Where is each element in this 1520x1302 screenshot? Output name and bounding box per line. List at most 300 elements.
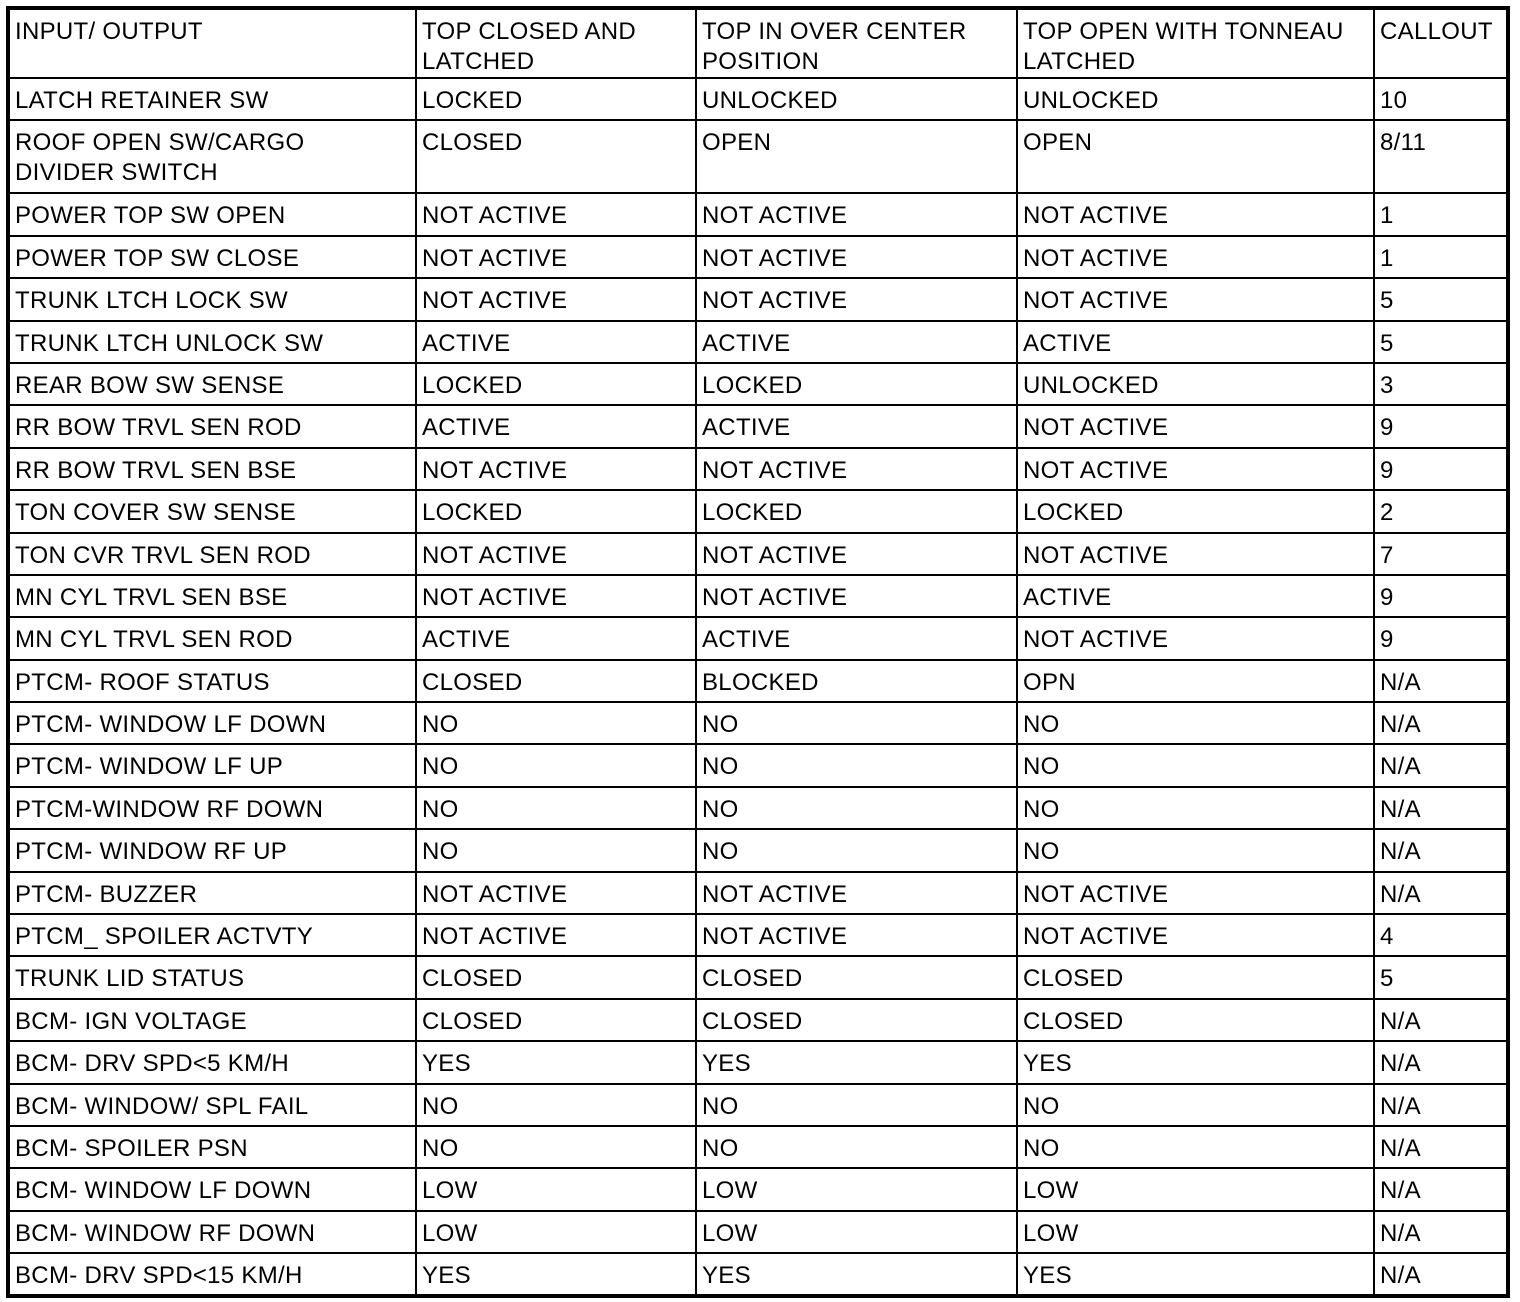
- cell-text-line: 10: [1380, 87, 1408, 114]
- cell-top-open-tonneau: [1017, 575, 1374, 617]
- cell-top-over-center: [696, 1084, 1017, 1126]
- cell-text-line: BCM- WINDOW LF DOWN: [15, 1177, 312, 1205]
- cell-top-closed-latched: [416, 278, 696, 320]
- cell-text-line: N/A: [1380, 1177, 1421, 1205]
- cell-top-closed-latched: [416, 193, 696, 235]
- cell-top-over-center: [696, 829, 1017, 871]
- cell-top-over-center: [696, 1211, 1017, 1253]
- cell-top-over-center: [696, 575, 1017, 617]
- cell-text-line: PTCM- ROOF STATUS: [15, 668, 270, 696]
- header-cell-top-open-tonneau: [1017, 8, 1374, 78]
- cell-input-output: [8, 278, 416, 320]
- cell-input-output: [8, 78, 416, 120]
- cell-text-line: YES: [1023, 1050, 1072, 1078]
- cell-text-line: NOT ACTIVE: [702, 287, 848, 315]
- cell-top-open-tonneau: [1017, 193, 1374, 235]
- cell-text-line: PTCM- WINDOW LF DOWN: [15, 711, 327, 739]
- cell-top-open-tonneau: [1017, 1168, 1374, 1210]
- cell-callout: [1374, 405, 1508, 447]
- header-text-line: INPUT/ OUTPUT: [15, 18, 203, 45]
- cell-text-line: NOT ACTIVE: [1023, 244, 1169, 272]
- table-row: [8, 1041, 1508, 1083]
- cell-top-over-center: [696, 321, 1017, 363]
- cell-text-line: ACTIVE: [702, 329, 791, 357]
- cell-callout: [1374, 744, 1508, 786]
- cell-top-closed-latched: [416, 956, 696, 998]
- cell-text-line: BCM- WINDOW/ SPL FAIL: [15, 1092, 309, 1120]
- cell-top-open-tonneau: [1017, 1084, 1374, 1126]
- cell-text-line: NOT ACTIVE: [1023, 923, 1169, 951]
- table-row: [8, 1168, 1508, 1210]
- cell-top-over-center: [696, 872, 1017, 914]
- cell-text-line: LOW: [702, 1177, 758, 1205]
- cell-top-over-center: [696, 490, 1017, 532]
- cell-input-output: [8, 999, 416, 1041]
- cell-top-open-tonneau: [1017, 363, 1374, 405]
- cell-text-line: NOT ACTIVE: [1023, 541, 1169, 569]
- cell-input-output: [8, 490, 416, 532]
- cell-text-line: RR BOW TRVL SEN ROD: [15, 414, 302, 442]
- cell-top-closed-latched: [416, 405, 696, 447]
- table-row: [8, 490, 1508, 532]
- cell-text-line: NOT ACTIVE: [422, 287, 568, 315]
- cell-callout: [1374, 1041, 1508, 1083]
- cell-top-closed-latched: [416, 914, 696, 956]
- cell-text-line: LOW: [1023, 1219, 1079, 1247]
- table-row: [8, 999, 1508, 1041]
- cell-text-line: POWER TOP SW OPEN: [15, 202, 286, 230]
- cell-text-line: REAR BOW SW SENSE: [15, 371, 285, 399]
- cell-text-line: NOT ACTIVE: [1023, 287, 1169, 315]
- cell-text-line: TRUNK LID STATUS: [15, 965, 245, 993]
- cell-top-closed-latched: [416, 872, 696, 914]
- table-body: [8, 8, 1508, 1296]
- cell-top-over-center: [696, 787, 1017, 829]
- header-text-line: CALLOUT: [1380, 18, 1493, 45]
- table-row: [8, 1253, 1508, 1295]
- cell-text-line: TON COVER SW SENSE: [15, 499, 297, 527]
- cell-text-line: NOT ACTIVE: [702, 923, 848, 951]
- cell-text-line: YES: [422, 1050, 471, 1078]
- cell-text-line: NOT ACTIVE: [422, 456, 568, 484]
- cell-top-open-tonneau: [1017, 829, 1374, 871]
- cell-text-line: NO: [1023, 1092, 1060, 1120]
- cell-callout: [1374, 1084, 1508, 1126]
- cell-text-line: NOT ACTIVE: [702, 541, 848, 569]
- cell-text-line: PTCM_ SPOILER ACTVTY: [15, 923, 314, 951]
- cell-callout: [1374, 829, 1508, 871]
- cell-text-line: ACTIVE: [1023, 583, 1112, 611]
- cell-input-output: [8, 193, 416, 235]
- cell-text-line: NO: [422, 1092, 459, 1120]
- cell-top-open-tonneau: [1017, 533, 1374, 575]
- cell-text-line: N/A: [1380, 1007, 1421, 1035]
- header-cell-top-over-center: [696, 8, 1017, 78]
- cell-top-closed-latched: [416, 1211, 696, 1253]
- table-row: [8, 617, 1508, 659]
- header-cell-input-output: [8, 8, 416, 78]
- cell-text-line: NOT ACTIVE: [422, 541, 568, 569]
- cell-text-line: LOCKED: [1023, 499, 1124, 527]
- cell-text-line: CLOSED: [422, 668, 523, 696]
- cell-text-line: OPEN: [1023, 129, 1093, 157]
- cell-top-over-center: [696, 1168, 1017, 1210]
- cell-top-open-tonneau: [1017, 1126, 1374, 1168]
- header-text-line: TOP OPEN WITH TONNEAU: [1023, 18, 1344, 45]
- cell-text-line: N/A: [1380, 838, 1421, 866]
- cell-top-over-center: [696, 533, 1017, 575]
- table-row: [8, 1126, 1508, 1168]
- cell-input-output: [8, 1211, 416, 1253]
- table-row: [8, 872, 1508, 914]
- cell-text-line: NO: [422, 838, 459, 866]
- cell-text-line: NO: [1023, 711, 1060, 739]
- cell-text-line: ACTIVE: [702, 414, 791, 442]
- cell-input-output: [8, 448, 416, 490]
- cell-top-open-tonneau: [1017, 999, 1374, 1041]
- cell-text-line: NO: [702, 1092, 739, 1120]
- table-row: [8, 533, 1508, 575]
- cell-text-line: NO: [702, 795, 739, 823]
- cell-input-output: [8, 660, 416, 702]
- cell-text-line: 5: [1380, 965, 1394, 993]
- cell-text-line: N/A: [1380, 1134, 1421, 1162]
- cell-text-line: NO: [702, 711, 739, 739]
- header-text-line: POSITION: [702, 48, 820, 75]
- cell-top-open-tonneau: [1017, 787, 1374, 829]
- cell-top-closed-latched: [416, 702, 696, 744]
- cell-text-line: NO: [1023, 753, 1060, 781]
- table-row: [8, 120, 1508, 193]
- cell-top-over-center: [696, 1253, 1017, 1295]
- header-text-line: LATCHED: [1023, 48, 1136, 75]
- cell-input-output: [8, 1126, 416, 1168]
- cell-text-line: NO: [1023, 795, 1060, 823]
- cell-text-line: NO: [702, 1134, 739, 1162]
- cell-callout: [1374, 956, 1508, 998]
- cell-text-line: BLOCKED: [702, 668, 819, 696]
- cell-top-open-tonneau: [1017, 914, 1374, 956]
- cell-text-line: YES: [702, 1262, 751, 1290]
- cell-top-closed-latched: [416, 120, 696, 193]
- cell-text-line: 9: [1380, 414, 1394, 442]
- table-row: [8, 321, 1508, 363]
- table-row: [8, 448, 1508, 490]
- cell-callout: [1374, 533, 1508, 575]
- cell-callout: [1374, 490, 1508, 532]
- cell-text-line: CLOSED: [422, 965, 523, 993]
- cell-text-line: 4: [1380, 923, 1394, 951]
- cell-callout: [1374, 321, 1508, 363]
- cell-text-line: NOT ACTIVE: [1023, 202, 1169, 230]
- cell-callout: [1374, 1253, 1508, 1295]
- cell-callout: [1374, 448, 1508, 490]
- cell-top-closed-latched: [416, 321, 696, 363]
- cell-top-over-center: [696, 363, 1017, 405]
- cell-top-closed-latched: [416, 1126, 696, 1168]
- cell-input-output: [8, 1253, 416, 1295]
- cell-text-line: NOT ACTIVE: [1023, 626, 1169, 654]
- header-text-line: TOP IN OVER CENTER: [702, 18, 967, 45]
- cell-text-line: NO: [422, 795, 459, 823]
- cell-callout: [1374, 278, 1508, 320]
- table-row: [8, 193, 1508, 235]
- cell-top-over-center: [696, 193, 1017, 235]
- cell-text-line: NOT ACTIVE: [702, 583, 848, 611]
- cell-callout: [1374, 787, 1508, 829]
- cell-text-line: PTCM-WINDOW RF DOWN: [15, 795, 324, 823]
- cell-top-closed-latched: [416, 1041, 696, 1083]
- cell-top-over-center: [696, 78, 1017, 120]
- cell-text-line: NO: [422, 711, 459, 739]
- cell-text-line: LOW: [422, 1219, 478, 1247]
- cell-text-line: N/A: [1380, 880, 1421, 908]
- cell-text-line: BCM- DRV SPD<5 KM/H: [15, 1050, 289, 1078]
- cell-text-line: NO: [422, 1134, 459, 1162]
- table-row: [8, 829, 1508, 871]
- cell-top-over-center: [696, 744, 1017, 786]
- cell-text-line: PTCM- BUZZER: [15, 880, 198, 908]
- cell-input-output: [8, 321, 416, 363]
- cell-top-open-tonneau: [1017, 1211, 1374, 1253]
- cell-text-line: CLOSED: [702, 965, 803, 993]
- cell-text-line: BCM- IGN VOLTAGE: [15, 1007, 247, 1035]
- table-row: [8, 278, 1508, 320]
- cell-text-line: RR BOW TRVL SEN BSE: [15, 456, 297, 484]
- cell-callout: [1374, 660, 1508, 702]
- cell-text-line: NOT ACTIVE: [1023, 414, 1169, 442]
- cell-text-line: ACTIVE: [702, 626, 791, 654]
- table-row: [8, 1084, 1508, 1126]
- table-row: [8, 660, 1508, 702]
- cell-text-line: NOT ACTIVE: [422, 880, 568, 908]
- cell-text-line: POWER TOP SW CLOSE: [15, 244, 300, 272]
- cell-text-line: TRUNK LTCH LOCK SW: [15, 287, 288, 315]
- cell-top-closed-latched: [416, 533, 696, 575]
- cell-callout: [1374, 702, 1508, 744]
- table-row: [8, 744, 1508, 786]
- cell-text-line: 1: [1380, 202, 1394, 230]
- cell-text-line: ACTIVE: [422, 626, 511, 654]
- cell-top-over-center: [696, 1126, 1017, 1168]
- cell-input-output: [8, 744, 416, 786]
- cell-text-line: UNLOCKED: [1023, 87, 1159, 114]
- cell-text-line: PTCM- WINDOW RF UP: [15, 838, 288, 866]
- table-row: [8, 575, 1508, 617]
- cell-top-open-tonneau: [1017, 744, 1374, 786]
- cell-text-line: MN CYL TRVL SEN BSE: [15, 583, 288, 611]
- cell-callout: [1374, 236, 1508, 278]
- cell-text-line: LOCKED: [422, 87, 523, 114]
- cell-input-output: [8, 914, 416, 956]
- cell-top-open-tonneau: [1017, 236, 1374, 278]
- cell-top-over-center: [696, 660, 1017, 702]
- cell-top-open-tonneau: [1017, 278, 1374, 320]
- cell-text-line: PTCM- WINDOW LF UP: [15, 753, 284, 781]
- cell-top-over-center: [696, 1041, 1017, 1083]
- cell-top-closed-latched: [416, 490, 696, 532]
- cell-text-line: NO: [702, 838, 739, 866]
- cell-input-output: [8, 236, 416, 278]
- cell-text-line: ACTIVE: [422, 329, 511, 357]
- cell-top-over-center: [696, 120, 1017, 193]
- cell-input-output: [8, 405, 416, 447]
- table-row: [8, 956, 1508, 998]
- cell-text-line: NO: [1023, 838, 1060, 866]
- cell-top-over-center: [696, 448, 1017, 490]
- cell-top-over-center: [696, 617, 1017, 659]
- table-row: [8, 787, 1508, 829]
- cell-top-open-tonneau: [1017, 617, 1374, 659]
- cell-input-output: [8, 956, 416, 998]
- cell-top-closed-latched: [416, 236, 696, 278]
- cell-text-line: LOW: [1023, 1177, 1079, 1205]
- cell-input-output: [8, 363, 416, 405]
- cell-input-output: [8, 1041, 416, 1083]
- cell-text-line: 5: [1380, 287, 1394, 315]
- cell-input-output: [8, 702, 416, 744]
- table-row: [8, 405, 1508, 447]
- table-row: [8, 1211, 1508, 1253]
- table-row: [8, 236, 1508, 278]
- cell-top-closed-latched: [416, 363, 696, 405]
- cell-top-open-tonneau: [1017, 1253, 1374, 1295]
- cell-text-line: BCM- SPOILER PSN: [15, 1134, 248, 1162]
- header-cell-callout: [1374, 8, 1508, 78]
- cell-text-line: LOCKED: [702, 499, 803, 527]
- cell-text-line: NOT ACTIVE: [702, 456, 848, 484]
- cell-callout: [1374, 1168, 1508, 1210]
- cell-text-line: CLOSED: [1023, 965, 1124, 993]
- cell-text-line: DIVIDER SWITCH: [15, 159, 218, 187]
- cell-callout: [1374, 78, 1508, 120]
- cell-top-over-center: [696, 702, 1017, 744]
- cell-input-output: [8, 1168, 416, 1210]
- cell-top-open-tonneau: [1017, 321, 1374, 363]
- header-text-line: TOP CLOSED AND: [422, 18, 637, 45]
- cell-top-closed-latched: [416, 448, 696, 490]
- cell-text-line: ROOF OPEN SW/CARGO: [15, 129, 305, 157]
- cell-callout: [1374, 363, 1508, 405]
- cell-text-line: YES: [1023, 1262, 1072, 1290]
- cell-callout: [1374, 999, 1508, 1041]
- cell-top-open-tonneau: [1017, 405, 1374, 447]
- cell-callout: [1374, 120, 1508, 193]
- cell-input-output: [8, 120, 416, 193]
- cell-text-line: NO: [422, 753, 459, 781]
- cell-callout: [1374, 914, 1508, 956]
- cell-top-open-tonneau: [1017, 120, 1374, 193]
- cell-text-line: N/A: [1380, 1050, 1421, 1078]
- cell-text-line: LOW: [422, 1177, 478, 1205]
- cell-text-line: NOT ACTIVE: [702, 202, 848, 230]
- cell-text-line: 9: [1380, 626, 1394, 654]
- cell-text-line: N/A: [1380, 711, 1421, 739]
- cell-top-closed-latched: [416, 744, 696, 786]
- cell-text-line: TON CVR TRVL SEN ROD: [15, 541, 311, 569]
- cell-callout: [1374, 1211, 1508, 1253]
- cell-input-output: [8, 1084, 416, 1126]
- cell-top-open-tonneau: [1017, 1041, 1374, 1083]
- cell-text-line: LOCKED: [702, 371, 803, 399]
- cell-input-output: [8, 787, 416, 829]
- cell-text-line: NOT ACTIVE: [422, 202, 568, 230]
- cell-input-output: [8, 575, 416, 617]
- cell-text-line: YES: [702, 1050, 751, 1078]
- cell-text-line: N/A: [1380, 1262, 1421, 1290]
- cell-callout: [1374, 575, 1508, 617]
- cell-text-line: NOT ACTIVE: [702, 244, 848, 272]
- cell-text-line: 9: [1380, 583, 1394, 611]
- cell-top-open-tonneau: [1017, 956, 1374, 998]
- cell-top-open-tonneau: [1017, 702, 1374, 744]
- cell-top-closed-latched: [416, 787, 696, 829]
- cell-text-line: UNLOCKED: [702, 87, 838, 114]
- table-row: [8, 78, 1508, 120]
- cell-text-line: CLOSED: [422, 129, 523, 157]
- cell-callout: [1374, 193, 1508, 235]
- cell-top-over-center: [696, 999, 1017, 1041]
- cell-top-closed-latched: [416, 575, 696, 617]
- cell-top-open-tonneau: [1017, 660, 1374, 702]
- cell-text-line: LOCKED: [422, 371, 523, 399]
- cell-top-over-center: [696, 278, 1017, 320]
- cell-input-output: [8, 872, 416, 914]
- cell-text-line: 8/11: [1380, 129, 1427, 157]
- cell-text-line: 1: [1380, 244, 1394, 272]
- cell-text-line: 7: [1380, 541, 1394, 569]
- cell-text-line: NOT ACTIVE: [1023, 880, 1169, 908]
- table-row: [8, 914, 1508, 956]
- cell-text-line: 5: [1380, 329, 1394, 357]
- cell-callout: [1374, 1126, 1508, 1168]
- cell-text-line: N/A: [1380, 668, 1421, 696]
- cell-text-line: 2: [1380, 499, 1394, 527]
- cell-top-closed-latched: [416, 829, 696, 871]
- cell-top-open-tonneau: [1017, 872, 1374, 914]
- cell-text-line: TRUNK LTCH UNLOCK SW: [15, 329, 324, 357]
- cell-top-open-tonneau: [1017, 490, 1374, 532]
- cell-input-output: [8, 617, 416, 659]
- cell-text-line: LOW: [702, 1219, 758, 1247]
- cell-top-closed-latched: [416, 1168, 696, 1210]
- cell-text-line: LOCKED: [422, 499, 523, 527]
- cell-text-line: YES: [422, 1262, 471, 1290]
- cell-text-line: NO: [1023, 1134, 1060, 1162]
- cell-text-line: N/A: [1380, 753, 1421, 781]
- cell-top-closed-latched: [416, 1253, 696, 1295]
- header-text-line: LATCHED: [422, 48, 535, 75]
- cell-text-line: BCM- DRV SPD<15 KM/H: [15, 1262, 303, 1290]
- cell-text-line: OPEN: [702, 129, 772, 157]
- table-row: [8, 702, 1508, 744]
- cell-text-line: 9: [1380, 456, 1394, 484]
- cell-text-line: MN CYL TRVL SEN ROD: [15, 626, 293, 654]
- cell-text-line: BCM- WINDOW RF DOWN: [15, 1219, 316, 1247]
- cell-callout: [1374, 617, 1508, 659]
- cell-text-line: NOT ACTIVE: [422, 244, 568, 272]
- cell-callout: [1374, 872, 1508, 914]
- cell-text-line: NOT ACTIVE: [1023, 456, 1169, 484]
- cell-top-closed-latched: [416, 78, 696, 120]
- cell-top-over-center: [696, 236, 1017, 278]
- cell-text-line: N/A: [1380, 795, 1421, 823]
- cell-top-open-tonneau: [1017, 448, 1374, 490]
- cell-text-line: NOT ACTIVE: [702, 880, 848, 908]
- cell-text-line: UNLOCKED: [1023, 371, 1159, 399]
- cell-text-line: N/A: [1380, 1092, 1421, 1120]
- table-row: [8, 363, 1508, 405]
